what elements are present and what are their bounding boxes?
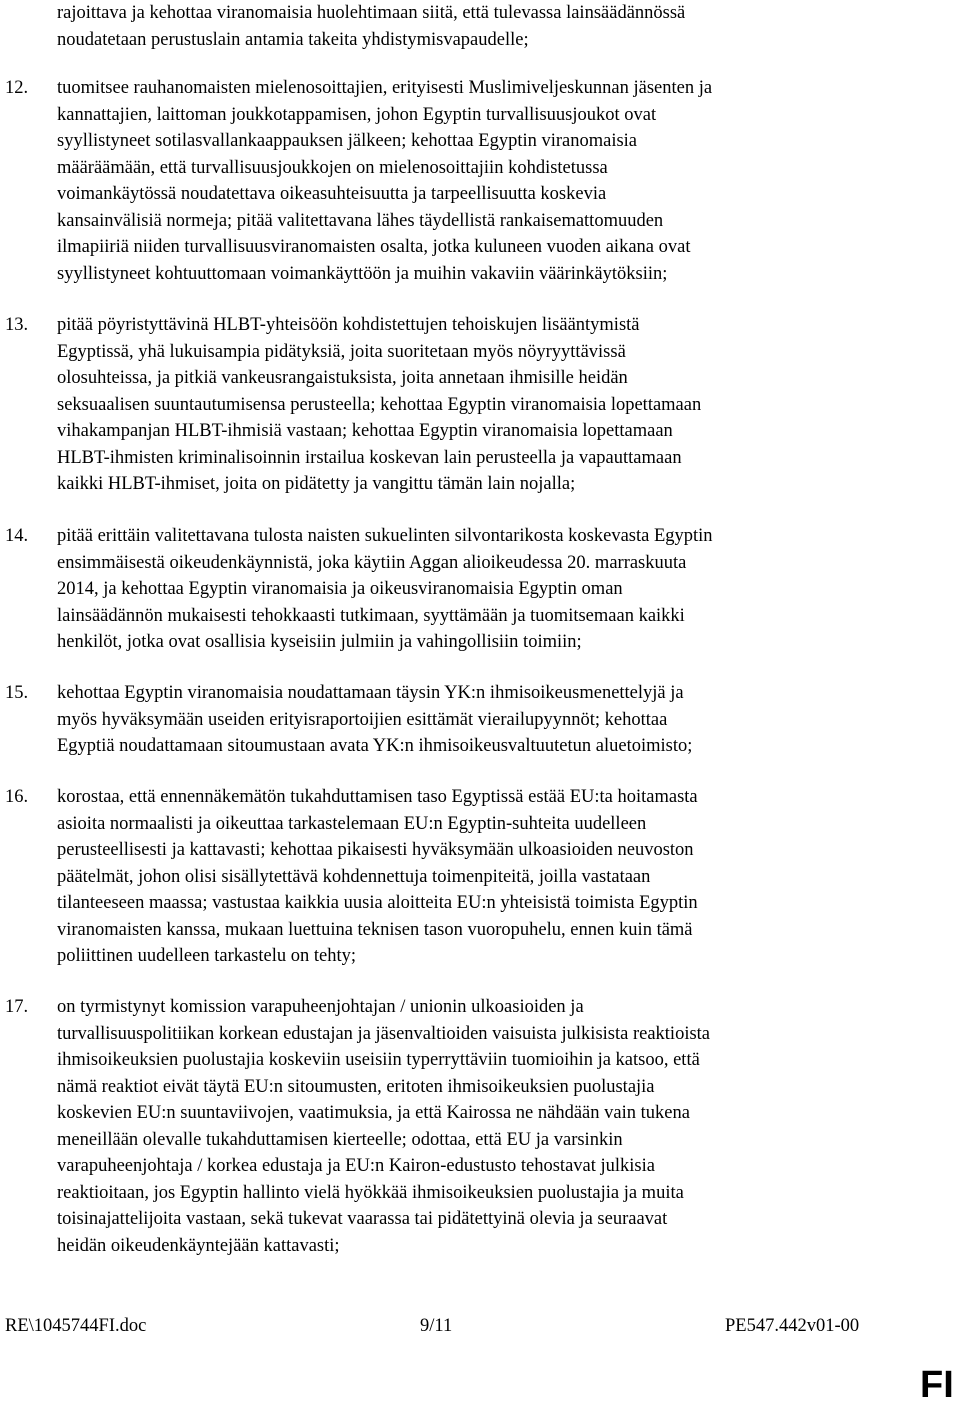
paragraph-text (57, 784, 897, 970)
item-number: 16. (5, 787, 29, 807)
item-number: 12. (5, 78, 29, 98)
text-line: Egyptissä, yhä lukuisampia pidätyksiä, joita suoritetaan myös nöyryyttävissä (57, 341, 626, 362)
text-line: ihmisoikeuksien puolustajia koskeviin useisiin typerryttäviin tuomioihin ja katsoo, että (57, 1050, 700, 1070)
item-number: 15. (5, 683, 29, 703)
text-line: heidän oikeudenkäyntejään kattavasti; (57, 1235, 340, 1256)
text-line: kaikki HLBT-ihmiset, joita on pidätetty ja vangittu tämän lain nojalla; (57, 474, 576, 494)
text-line: nämä reaktiot eivät täytä EU:n sitoumusten, eritoten ihmisoikeuksien puolustajia (57, 1076, 655, 1097)
text-line: toisinajattelijoita vastaan, sekä tukevat vaarassa tai pidätettyinä olevia ja seuraavat (57, 1209, 668, 1229)
text-line: kannattajien, laittoman joukkotappamisen, johon Egyptin turvallisuusjoukot ovat (57, 104, 657, 125)
text-line: seksuaalisen suuntautumisensa perusteella; kehottaa Egyptin viranomaisia lopettamaan (57, 394, 702, 415)
text-line: asioita normaalisti ja oikeuttaa tarkastelemaan EU:n Egyptin-suhteita uudelleen (57, 813, 647, 834)
footer-page-number: 9/11 (420, 1316, 453, 1336)
language-mark: FI (920, 1364, 954, 1406)
paragraph-text (57, 994, 897, 1259)
text-line: Egyptiä noudattamaan sitoumustaan avata YK:n ihmisoikeusvaltuutetun aluetoimisto; (57, 736, 693, 756)
text-line: henkilöt, jotka ovat osallisia kyseisiin julmiin ja vahingollisiin toimiin; (57, 632, 582, 652)
paragraph-text (57, 75, 897, 287)
text-line: noudatetaan perustuslain antamia takeita yhdistymisvapaudelle; (57, 29, 529, 50)
text-line: poliittinen uudelleen tarkastelu on tehty; (57, 946, 357, 966)
text-line: syyllistyneet kohtuuttomaan voimankäyttöön ja muihin vakaviin väärinkäytöksiin; (57, 263, 668, 284)
text-line: reaktioitaan, jos Egyptin hallinto vielä hyökkää ihmisoikeuksien puolustajia ja muita (57, 1182, 684, 1203)
text-line: koskevien EU:n suuntaviivojen, vaatimuksia, ja että Kairossa ne nähdään vain tukena (57, 1103, 690, 1123)
text-line: kansainvälisiä normeja; pitää valitettavana lähes täydellistä rankaisemattomuuden (57, 210, 664, 231)
text-line: tuomitsee rauhanomaisten mielenosoittajien, erityisesti Muslimiveljeskunnan jäsenten ja (57, 78, 713, 98)
text-line: syyllistyneet sotilasvallankaappauksen jälkeen; kehottaa Egyptin viranomaisia (57, 131, 638, 151)
text-line: tilanteeseen maassa; vastustaa kaikkia uusia aloitteita EU:n yhteisistä toimista Egyptin (57, 893, 698, 913)
footer-pe-ref: PE547.442v01-00 (725, 1316, 860, 1336)
text-line: olosuhteissa, ja pitkiä vankeusrangaistuksista, joita annetaan ihmisille heidän (57, 368, 628, 388)
text-line: päätelmät, johon olisi sisällytettävä kohdennettuja toimenpiteitä, joilla vastataan (57, 866, 651, 887)
item-number: 13. (5, 315, 29, 335)
text-line: viranomaisten kanssa, mukaan luettuina teknisen tason vuoropuhelu, ennen kuin tämä (57, 919, 693, 940)
text-line: ilmapiiriä niiden turvallisuusviranomaisten osalta, jotka kuluneen vuoden aikana ovat (57, 237, 691, 257)
text-line: ensimmäisestä oikeudenkäynnistä, joka käytiin Aggan alioikeudessa 20. marraskuuta (57, 552, 687, 573)
text-line: 2014, ja kehottaa Egyptin viranomaisia ja oikeusviranomaisia Egyptin oman (57, 579, 623, 599)
text-line: on tyrmistynyt komission varapuheenjohtajan / unionin ulkoasioiden ja (57, 997, 584, 1017)
paragraph-text (57, 680, 897, 760)
text-line: varapuheenjohtaja / korkea edustaja ja EU:n Kairon-edustusto tehostavat julkisia (57, 1156, 655, 1176)
text-line: lainsäädännön mukaisesti tehokkaasti tutkimaan, syyttämään ja tuomitsemaan kaikki (57, 605, 685, 626)
text-line: HLBT-ihmisten kriminalisoinnin irstailua koskevan lain perusteella ja vapauttamaan (57, 447, 682, 468)
text-line: perusteellisesti ja kattavasti; kehottaa pikaisesti hyväksymään ulkoasioiden neuvoston (57, 840, 694, 860)
paragraph-text (57, 523, 897, 656)
item-number: 14. (5, 526, 29, 546)
text-line: myös hyväksymään useiden erityisraportoijien esittämät vierailupyynnöt; kehottaa (57, 709, 668, 730)
paragraph-text (57, 0, 897, 53)
footer-doc-ref: RE\1045744FI.doc (5, 1316, 147, 1336)
text-line: korostaa, että ennennäkemätön tukahduttamisen taso Egyptissä estää EU:ta hoitamasta (57, 787, 698, 807)
text-line: voimankäytössä noudatettava oikeasuhteisuutta ja tarpeellisuutta koskevia (57, 184, 607, 204)
text-line: kehottaa Egyptin viranomaisia noudattamaan täysin YK:n ihmisoikeusmenettelyjä ja (57, 683, 684, 703)
text-line: turvallisuuspolitiikan korkean edustajan ja jäsenvaltioiden vaisuista julkisista reaktioista (57, 1023, 711, 1044)
item-number: 17. (5, 997, 29, 1017)
text-line: määräämään, että turvallisuusjoukkojen on mielenosoittajiin kohdistetussa (57, 157, 608, 178)
text-line: pitää pöyristyttävinä HLBT-yhteisöön kohdistettujen tehoiskujen lisääntymistä (57, 315, 640, 335)
text-line: meneillään olevalle tukahduttamisen kierteelle; odottaa, että EU ja varsinkin (57, 1129, 623, 1150)
text-line: pitää erittäin valitettavana tulosta naisten sukuelinten silvontarikosta koskevasta Egyptin (57, 526, 713, 546)
text-line: vihakampanjan HLBT-ihmisiä vastaan; kehottaa Egyptin viranomaisia lopettamaan (57, 421, 673, 441)
paragraph-text (57, 312, 897, 498)
text-line: rajoittava ja kehottaa viranomaisia huolehtimaan siitä, että tulevassa lainsäädännössä (57, 3, 686, 23)
